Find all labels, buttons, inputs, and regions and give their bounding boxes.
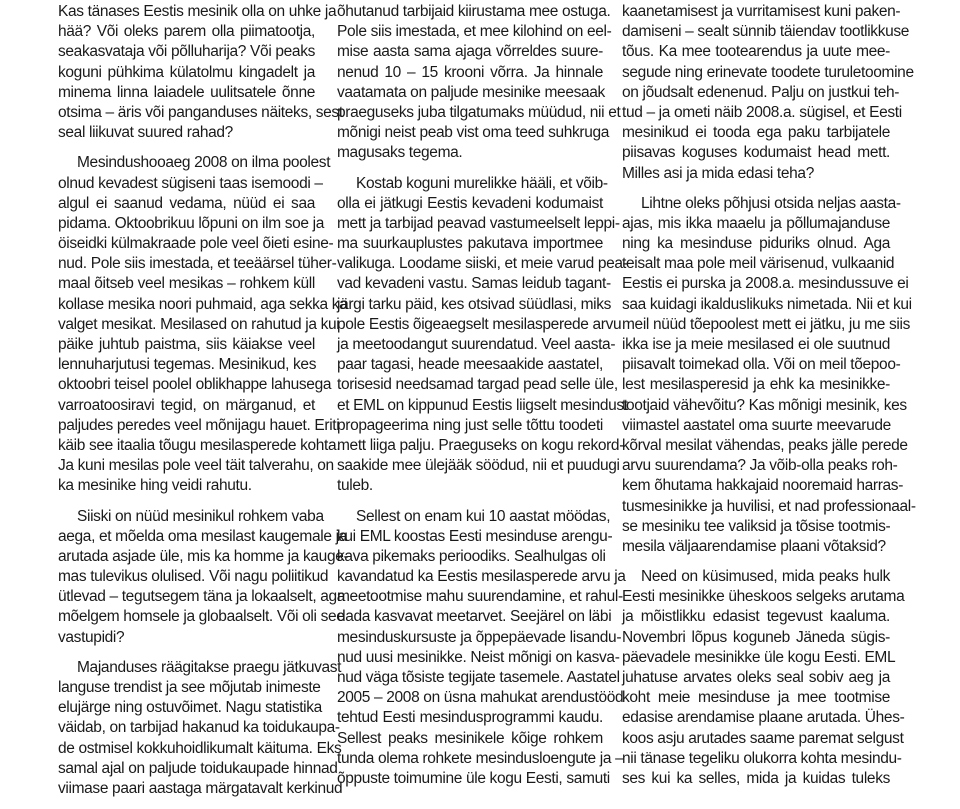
- paragraph: [58, 507, 349, 648]
- paragraph: [622, 194, 916, 557]
- text-line: Mesindushooaeg 2008 on ilma poolest: [77, 154, 331, 172]
- text-line: ma suurkauplustes pakutava importmee: [337, 235, 603, 253]
- text-line: vad kevadeni vastu. Samas leidub tagant-: [337, 275, 611, 293]
- text-line: pidama. Oktoobrikuu lõpuni on ilm soe ja: [58, 214, 325, 232]
- text-line: mas tulevikus olulised. Või nagu poliitikud: [58, 568, 329, 586]
- text-line: päevadele mesinikke üle kogu Eesti. EML: [622, 648, 896, 666]
- text-line: otsima – äris või panganduses näiteks, sest: [58, 103, 343, 121]
- text-line: teisalt maa pole meil värisenud, vulkaanid: [622, 255, 895, 273]
- text-line: kollase mesika noori puhmaid, aga sekka ka: [58, 295, 348, 313]
- text-line: nud uusi mesinikke. Neist mõnigi on kasva-: [337, 648, 620, 666]
- text-line: paar tagasi, heade meesaakide aastatel,: [337, 356, 603, 374]
- text-line: viimastel aastatel oma suurte meevarude: [622, 416, 891, 434]
- text-line: ses kui ka selles, mida ja kuidas tuleks: [622, 769, 890, 787]
- text-line: se mesiniku tee valiksid ja tõsise tootmis-: [622, 517, 891, 535]
- text-line: meetootmise mahu suurendamine, et rahul-: [337, 588, 623, 606]
- paragraph: [58, 153, 348, 496]
- text-line: ning ka mesinduse piduriks olnud. Aga: [622, 235, 890, 253]
- paragraph: [58, 2, 343, 143]
- text-line: vaatamata on paljude mesinike meesaak: [337, 83, 605, 101]
- text-line: olnud kevadest sügiseni taas isemoodi –: [58, 174, 323, 192]
- text-line: languse trendist ja see mõjutab inimeste: [58, 679, 321, 696]
- text-line: nenud 10 – 15 krooni võrra. Ja hinnale: [337, 63, 603, 81]
- text-line: kava pikemaks perioodiks. Sealhulgas oli: [337, 547, 606, 565]
- text-line: minema linna laiadele uulitsatele õnne: [58, 83, 315, 101]
- text-column-right: [622, 2, 916, 799]
- text-line: õppuste toimumine üle kogu Eesti, samuti: [337, 769, 610, 787]
- paragraph: [337, 174, 628, 497]
- text-line: koguni pühkima külatolmu kingadelt ja: [58, 63, 315, 81]
- text-line: nud väga tõsiste tegijate tasemele. Aastatel: [337, 669, 620, 686]
- text-line: Sellest peaks mesinikele kõige rohkem: [337, 729, 603, 747]
- text-line: tusmesinikke ja huvilisi, et nad professionaal-: [622, 497, 916, 515]
- text-line: seal liikuvat suured rahad?: [58, 124, 233, 142]
- paragraph: [622, 2, 914, 184]
- text-column-middle: [337, 2, 628, 799]
- text-line: piisavalt toimekad olla. Või on meil tõepoo-: [622, 356, 901, 374]
- text-line: Eestis ei purska ja 2008.a. mesindussuve ei: [622, 275, 909, 293]
- text-line: ikka ise ja meie mesilased ei ole suutnud: [622, 336, 890, 353]
- text-line: käib see itaalia tõugu mesilasperede kohta.: [58, 436, 341, 454]
- text-line: öiseidki külmakraade pole veel õieti esine-: [58, 235, 334, 253]
- text-line: valget mesikat. Mesilased on rahutud ja kui: [58, 315, 340, 333]
- paragraph: [622, 567, 905, 789]
- text-line: olla ei jätkugi Eestis kevadeni kodumaist: [337, 194, 603, 212]
- text-line: ajas, mis ikka maaelu ja põllumajanduse: [622, 214, 890, 232]
- text-line: kõrval mesilat vähendas, peaks jälle perede: [622, 436, 908, 454]
- text-line: mõnigi neist peab vist oma teed suhkruga: [337, 124, 610, 142]
- text-line: Milles asi ja mida edasi teha?: [622, 164, 814, 182]
- text-line: juhatuse arvates oleks seal sobiv aeg ja: [622, 669, 890, 686]
- text-line: tehtud Eesti mesindusprogrammi kaudu.: [337, 709, 603, 727]
- text-line: mise aasta sama ajaga võrreldes suure-: [337, 43, 603, 61]
- text-line: edasise arendamise plaane arutada. Ühes-: [622, 709, 905, 727]
- text-line: Pole siis imestada, et mee kilohind on eel-: [337, 23, 612, 41]
- text-line: meil nüüd tõepoolest mett ei jätku, ju me siis: [622, 315, 911, 333]
- text-line: saakide mee ülejääk söödud, nii et puudugi: [337, 457, 620, 475]
- text-line: järgi tarku päid, kes otsivad süüdlasi, miks: [337, 295, 612, 313]
- text-line: vastupidi?: [58, 628, 125, 646]
- text-line: koos asju arutades saame paremat selgust: [622, 729, 904, 747]
- text-line: tootjaid vähevõitu? Kas mõnigi mesinik, kes: [622, 396, 907, 414]
- paragraph: [337, 507, 626, 790]
- text-line: 2005 – 2008 on üsna mahukat arendustööd: [337, 689, 624, 707]
- text-line: varroatoosiravi tegid, on märganud, et: [58, 396, 315, 414]
- text-line: mesinduskursuste ja õppepäevade lisandu-: [337, 628, 622, 646]
- text-line: arutada asjade üle, mis ka homme ja kauge-: [58, 547, 349, 565]
- text-line: Siiski on nüüd mesinikul rohkem vaba: [77, 507, 324, 525]
- text-line: arvu suurendama? Ja võib-olla peaks roh-: [622, 457, 898, 475]
- text-line: et EML on kippunud Eestis liigselt mesindust: [337, 396, 628, 414]
- text-line: propageerima ning just selle tõttu toodeti: [337, 416, 603, 434]
- paragraph: [58, 658, 343, 799]
- text-line: Kostab koguni murelikke hääli, et võib-: [356, 174, 608, 192]
- text-line: tunda olema rohkete mesindusloengute ja –: [337, 749, 624, 767]
- text-line: valikuga. Loodame siiski, et meie varud pea-: [337, 255, 628, 273]
- text-line: viimase paari aastaga märgatavalt kerkinud: [58, 779, 343, 797]
- text-line: ja meetoodangut suurendatud. Veel aasta-: [337, 336, 616, 353]
- text-line: on jõudsalt edenenud. Palju on justkui teh-: [622, 83, 900, 101]
- text-line: ütlevad – tegutsegem täna ja lokaalselt, aga: [58, 588, 346, 606]
- text-line: Majanduses räägitakse praegu jätkuvast: [77, 658, 342, 676]
- paragraph: [337, 2, 621, 164]
- text-line: tuleb.: [337, 477, 373, 495]
- text-line: mõelgem homsele ja globaalselt. Või oli see: [58, 608, 345, 626]
- text-line: Need on küsimused, mida peaks hulk: [641, 568, 890, 586]
- text-line: oktoobri teisel poolel oblikhappe lahusega: [58, 376, 332, 394]
- text-line: kem õhutama hakkajaid nooremaid harras-: [622, 477, 904, 495]
- text-line: segude ning erinevate toodete turuletoomine: [622, 63, 914, 81]
- text-line: piisavas koguses kodumaist head mett.: [622, 144, 890, 162]
- text-line: nud. Pole siis imestada, et teeäärsel tüher-: [58, 255, 337, 273]
- text-line: maal õitseb veel mesikas – rohkem küll: [58, 275, 315, 293]
- text-line: Kas tänases Eestis mesinik olla on uhke ja: [58, 3, 337, 20]
- text-line: aega, et mõelda oma mesilast kaugemale ja: [58, 527, 347, 545]
- text-line: lest mesilasperesid ja ehk ka mesinikke-: [622, 376, 890, 394]
- text-column-left: [58, 2, 349, 809]
- text-line: samal ajal on paljude toidukaupade hinnad: [58, 759, 338, 777]
- text-line: tõus. Ka mee tootearendus ja uute mee-: [622, 43, 890, 61]
- text-line: väidab, on tarbijad hakanud ka toidukaupa-: [58, 719, 340, 737]
- text-line: ja mõistlikku edasist tegevust kaaluma.: [622, 608, 890, 626]
- text-line: Lihtne oleks põhjusi otsida neljas aasta-: [641, 194, 901, 212]
- text-line: paljudes peredes veel mõnijagu hauet. Eriti: [58, 416, 340, 434]
- text-line: damiseni – sealt sünnib täiendav tootlikkuse: [622, 23, 910, 41]
- text-line: kavandatud ka Eestis mesilasperede arvu ja: [337, 568, 626, 586]
- text-line: mesila väljaarendamise plaani võtaksid?: [622, 537, 886, 555]
- text-line: praeguseks juba tilgatumaks müüdud, nii et: [337, 103, 621, 121]
- text-line: Eesti mesinikke üheskoos selgeks arutama: [622, 588, 905, 606]
- text-line: hää? Või oleks parem olla piimatootja,: [58, 23, 315, 41]
- text-line: tud – ja ometi näib 2008.a. sügisel, et Eesti: [622, 103, 902, 121]
- text-line: Novembri lõpus koguneb Jäneda sügis-: [622, 628, 890, 646]
- text-line: kui EML koostas Eesti mesinduse arengu-: [337, 527, 613, 545]
- text-line: pole Eestis õigeaegselt mesilasperede arvu: [337, 315, 622, 333]
- text-line: Ja kuni mesilas pole veel täit talverahu, on: [58, 457, 334, 475]
- text-line: saa kuidagi ikalduslikuks nimetada. Nii et kui: [622, 295, 912, 313]
- text-line: algul ei saanud vedama, nüüd ei saa: [58, 194, 315, 212]
- text-line: magusaks tegema.: [337, 144, 463, 162]
- text-line: mesinikud ei tooda ega paku tarbijatele: [622, 124, 890, 142]
- text-line: õhutanud tarbijaid kiirustama mee ostuga.: [337, 3, 611, 20]
- text-line: päike juhtub paistma, siis käiakse veel: [58, 336, 315, 353]
- text-line: de ostmisel kokkuhoidlikumalt käituma. Eks: [58, 739, 342, 757]
- text-line: elujärge ning ostuvõimet. Nagu statistika: [58, 699, 322, 717]
- text-line: Sellest on enam kui 10 aastat möödas,: [356, 507, 611, 525]
- text-line: lennuharjutusi tegemas. Mesinikud, kes: [58, 356, 317, 374]
- text-line: dada kasvavat meetarvet. Seejärel on läbi: [337, 608, 612, 626]
- text-line: seakasvataja või põlluharija? Või peaks: [58, 43, 315, 61]
- text-line: koht meie mesinduse ja mee tootmise: [622, 689, 890, 707]
- text-line: ka mesinike hing veidi rahutu.: [58, 477, 252, 495]
- text-line: kaanetamisest ja vurritamisest kuni paken-: [622, 3, 901, 20]
- text-line: mett ja tarbijad peavad vastumeelselt leppi-: [337, 214, 620, 232]
- text-line: torisesid needsamad targad pead selle üle,: [337, 376, 618, 394]
- text-line: nii tänase tegeliku olukorra kohta mesindu-: [622, 749, 902, 767]
- text-line: mett liiga palju. Praeguseks on kogu rekord-: [337, 436, 625, 454]
